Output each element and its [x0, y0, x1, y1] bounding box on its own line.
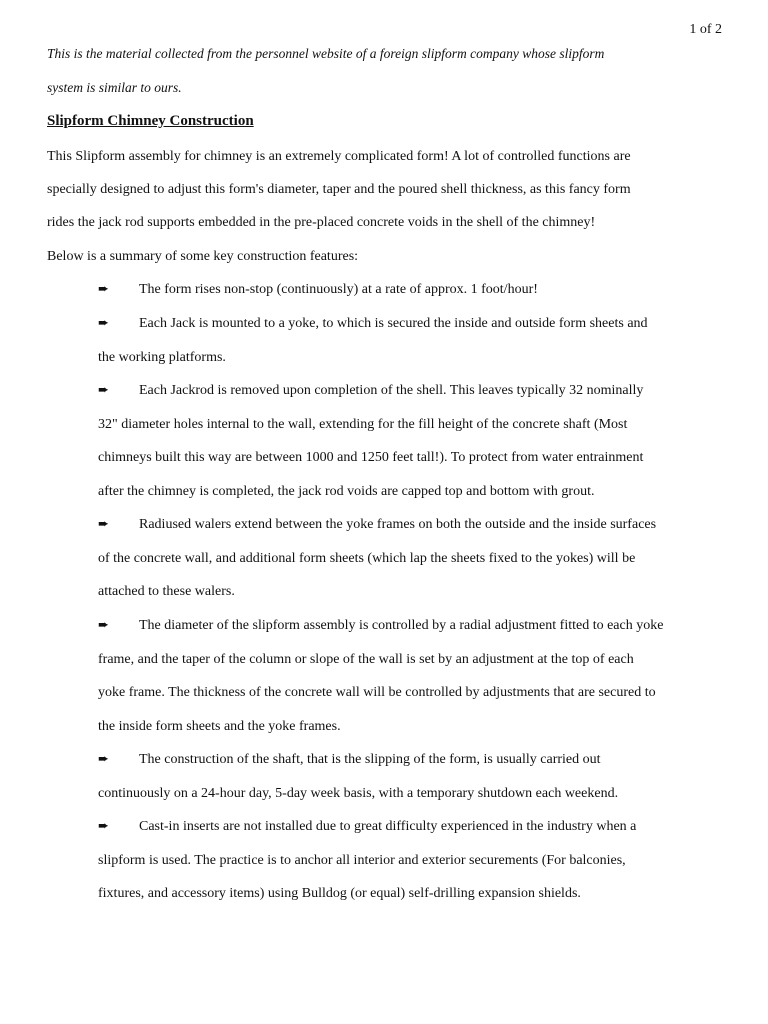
bullet-text: attached to these walers.: [98, 584, 235, 600]
bullet-item: [98, 810, 728, 911]
intro-note: [47, 37, 727, 104]
document-title: Slipform Chimney Construction: [47, 113, 254, 129]
page-number: 1 of 2: [689, 22, 722, 37]
bullet-text: fixtures, and accessory items) using Bulldog (or equal) self-drilling expansion shields.: [98, 886, 581, 902]
bullet-text: the working platforms.: [98, 349, 226, 365]
bullet-item: [98, 743, 728, 810]
bullet-text: The construction of the shaft, that is the slipping of the form, is usually carried out: [139, 752, 601, 767]
right-arrow-icon: ➨: [98, 383, 109, 398]
bullet-text: Each Jack is mounted to a yoke, to which is secured the inside and outside form sheets and: [139, 316, 648, 331]
bullet-item: [98, 609, 728, 743]
bullet-item: [98, 374, 728, 508]
intro-paragraph: [47, 140, 727, 240]
right-arrow-icon: ➨: [98, 316, 109, 331]
bullet-text: The diameter of the slipform assembly is controlled by a radial adjustment fitted to each yoke: [139, 618, 664, 633]
right-arrow-icon: ➨: [98, 517, 109, 532]
bullet-text: continuously on a 24-hour day, 5-day week basis, with a temporary shutdown each weekend.: [98, 785, 619, 801]
bullet-text: Each Jackrod is removed upon completion of the shell. This leaves typically 32 nominally: [139, 383, 644, 398]
intro-line: This is the material collected from the personnel website of a foreign slipform company whose slipform: [47, 46, 605, 61]
paragraph-line: This Slipform assembly for chimney is an extremely complicated form! A lot of controlled functions are: [47, 149, 631, 164]
bullet-text: chimneys built this way are between 1000 and 1250 feet tall!). To protect from water entrainment: [98, 450, 644, 466]
paragraph-line: specially designed to adjust this form's diameter, taper and the poured shell thickness, as this fancy form: [47, 182, 631, 198]
right-arrow-icon: ➨: [98, 752, 109, 767]
bullet-text: of the concrete wall, and additional form sheets (which lap the sheets fixed to the yokes) will be: [98, 550, 636, 566]
bullet-text: The form rises non-stop (continuously) at a rate of approx. 1 foot/hour!: [139, 282, 538, 297]
bullet-item: [98, 273, 728, 307]
bullet-text: the inside form sheets and the yoke frames.: [98, 718, 341, 734]
bullet-text: yoke frame. The thickness of the concrete wall will be controlled by adjustments that are secured to: [98, 685, 656, 701]
paragraph-line: rides the jack rod supports embedded in the pre-placed concrete voids in the shell of the chimney!: [47, 215, 596, 231]
right-arrow-icon: ➨: [98, 819, 109, 834]
bullet-text: Radiused walers extend between the yoke frames on both the outside and the inside surfaces: [139, 517, 657, 532]
bullet-text: slipform is used. The practice is to anchor all interior and exterior securements (For balconies,: [98, 852, 626, 868]
bullet-item: [98, 508, 728, 609]
intro-line: system is similar to ours.: [47, 79, 182, 95]
bullet-text: 32" diameter holes internal to the wall, extending for the fill height of the concrete shaft (Most: [98, 416, 628, 432]
bullet-text: Cast-in inserts are not installed due to great difficulty experienced in the industry when a: [139, 819, 637, 834]
summary-label: Below is a summary of some key construction features:: [47, 249, 359, 264]
bullet-text: frame, and the taper of the column or slope of the wall is set by an adjustment at the top of each: [98, 651, 634, 667]
bullet-item: [98, 307, 728, 374]
bullet-text: after the chimney is completed, the jack rod voids are capped top and bottom with grout.: [98, 483, 595, 499]
right-arrow-icon: ➨: [98, 618, 109, 633]
right-arrow-icon: ➨: [98, 282, 109, 297]
